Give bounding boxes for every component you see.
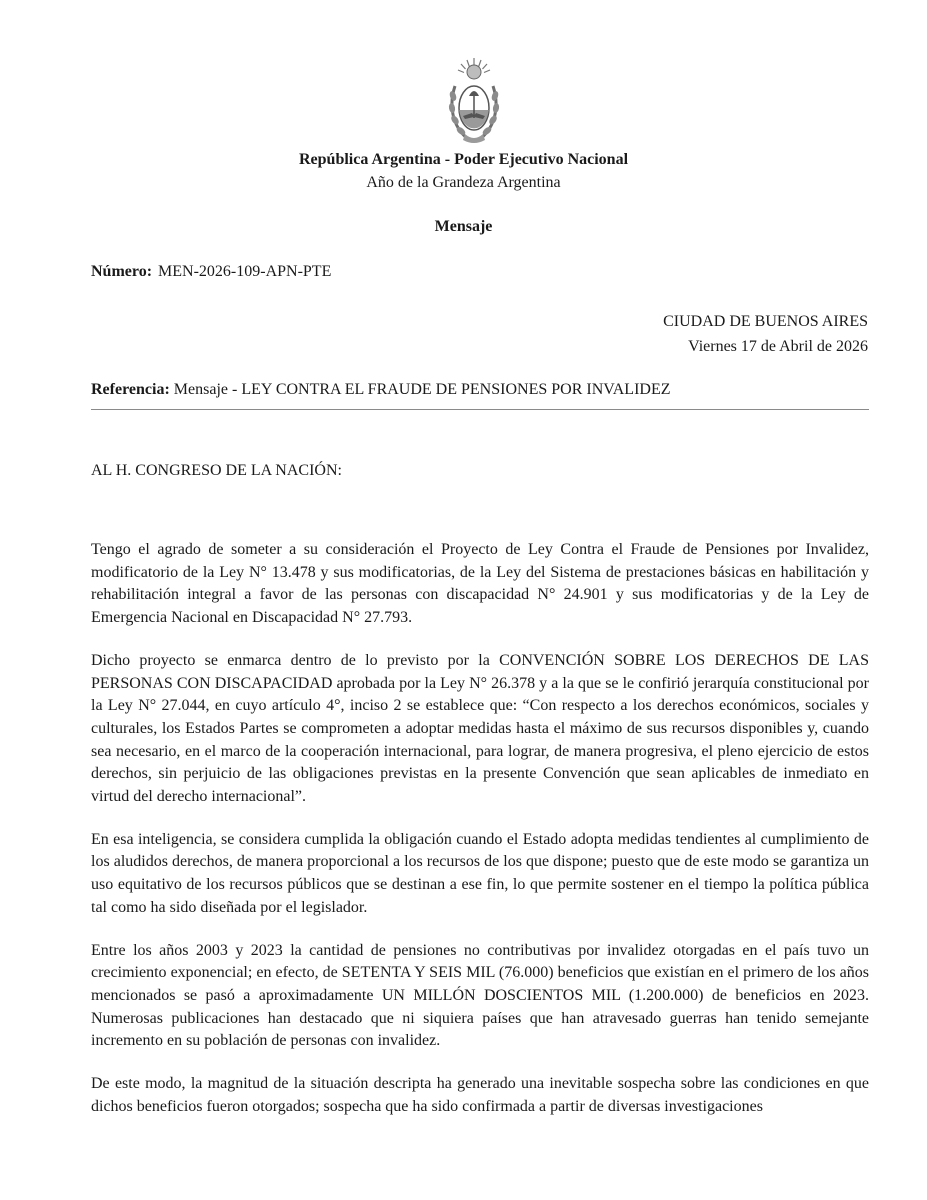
date-line: Viernes 17 de Abril de 2026 [688, 338, 868, 355]
place-line: CIUDAD DE BUENOS AIRES [663, 313, 868, 330]
header-year-motto: Año de la Grandeza Argentina [366, 174, 561, 191]
document-number-label: Número: [91, 263, 153, 280]
salutation: AL H. CONGRESO DE LA NACIÓN: [91, 462, 342, 479]
reference-line [91, 381, 671, 399]
body-paragraph: Dicho proyecto se enmarca dentro de lo previsto por la CONVENCIÓN SOBRE LOS DERECHOS DE LAS PERSONAS CON DISCAPACIDAD aprobada por la Ley N° 26.378 y a la que se le confirió jerarquía constitucional por la Ley N° 27.044, en cuyo artículo 4°, inciso 2 se establece que: “Con respecto a los derechos económicos, sociales y culturales, los Estados Partes se comprometen a adoptar medidas hasta el máximo de sus recursos disponibles y, cuando sea necesario, en el marco de la cooperación internacional, para lograr, de manera progresiva, el pleno ejercicio de estos derechos, sin perjuicio de las obligaciones previstas en la presente Convención que sean aplicables de inmediato en virtud del derecho internacional”. [91, 651, 869, 806]
body-paragraph: De este modo, la magnitud de la situación descripta ha generado una inevitable sospecha sobre las condiciones en que dichos beneficios fueron otorgados; sospecha que ha sido confirmada a partir de diversas investigaciones [91, 1075, 869, 1115]
body-paragraph: Tengo el agrado de someter a su consideración el Proyecto de Ley Contra el Fraude de Pensiones por Invalidez, modificatorio de la Ley N° 13.478 y sus modificatorias, de la Ley del Sistema de prestaciones básicas en habilitación y rehabilitación integral a favor de las personas con discapacidad N° 24.901 y sus modificatorias y de la Ley de Emergencia Nacional en Discapacidad N° 27.793. [91, 541, 869, 627]
document-number [91, 263, 331, 281]
document-type-title: Mensaje [434, 218, 493, 235]
header-issuer: República Argentina - Poder Ejecutivo Nacional [298, 151, 629, 168]
body-paragraph: En esa inteligencia, se considera cumplida la obligación cuando el Estado adopta medidas tendientes al cumplimiento de los aludidos derechos, de manera proporcional a los recursos de los que dispone; puesto que de este modo se garantiza un uso equitativo de los recursos públicos que se destinan a ese fin, lo que permite sostener en el tiempo la política pública tal como ha sido diseñada por el legislador. [91, 830, 869, 916]
national-coat-of-arms-icon [445, 56, 503, 146]
message-body [91, 539, 869, 1138]
header-divider [91, 409, 869, 410]
reference-label: Referencia: [91, 381, 170, 398]
reference-value: Mensaje - LEY CONTRA EL FRAUDE DE PENSIONES POR INVALIDEZ [173, 381, 671, 398]
document-number-value: MEN-2026-109-APN-PTE [158, 263, 332, 280]
body-paragraph: Entre los años 2003 y 2023 la cantidad de pensiones no contributivas por invalidez otorgadas en el país tuvo un crecimiento exponencial; en efecto, de SETENTA Y SEIS MIL (76.000) beneficios que existían en el primero de los años mencionados se pasó a aproximadamente UN MILLÓN DOSCIENTOS MIL (1.200.000) de beneficios en 2023. Numerosas publicaciones han destacado que ni siquiera países que han atravesado guerras han tenido semejante incremento en su población de personas con invalidez. [91, 941, 869, 1050]
